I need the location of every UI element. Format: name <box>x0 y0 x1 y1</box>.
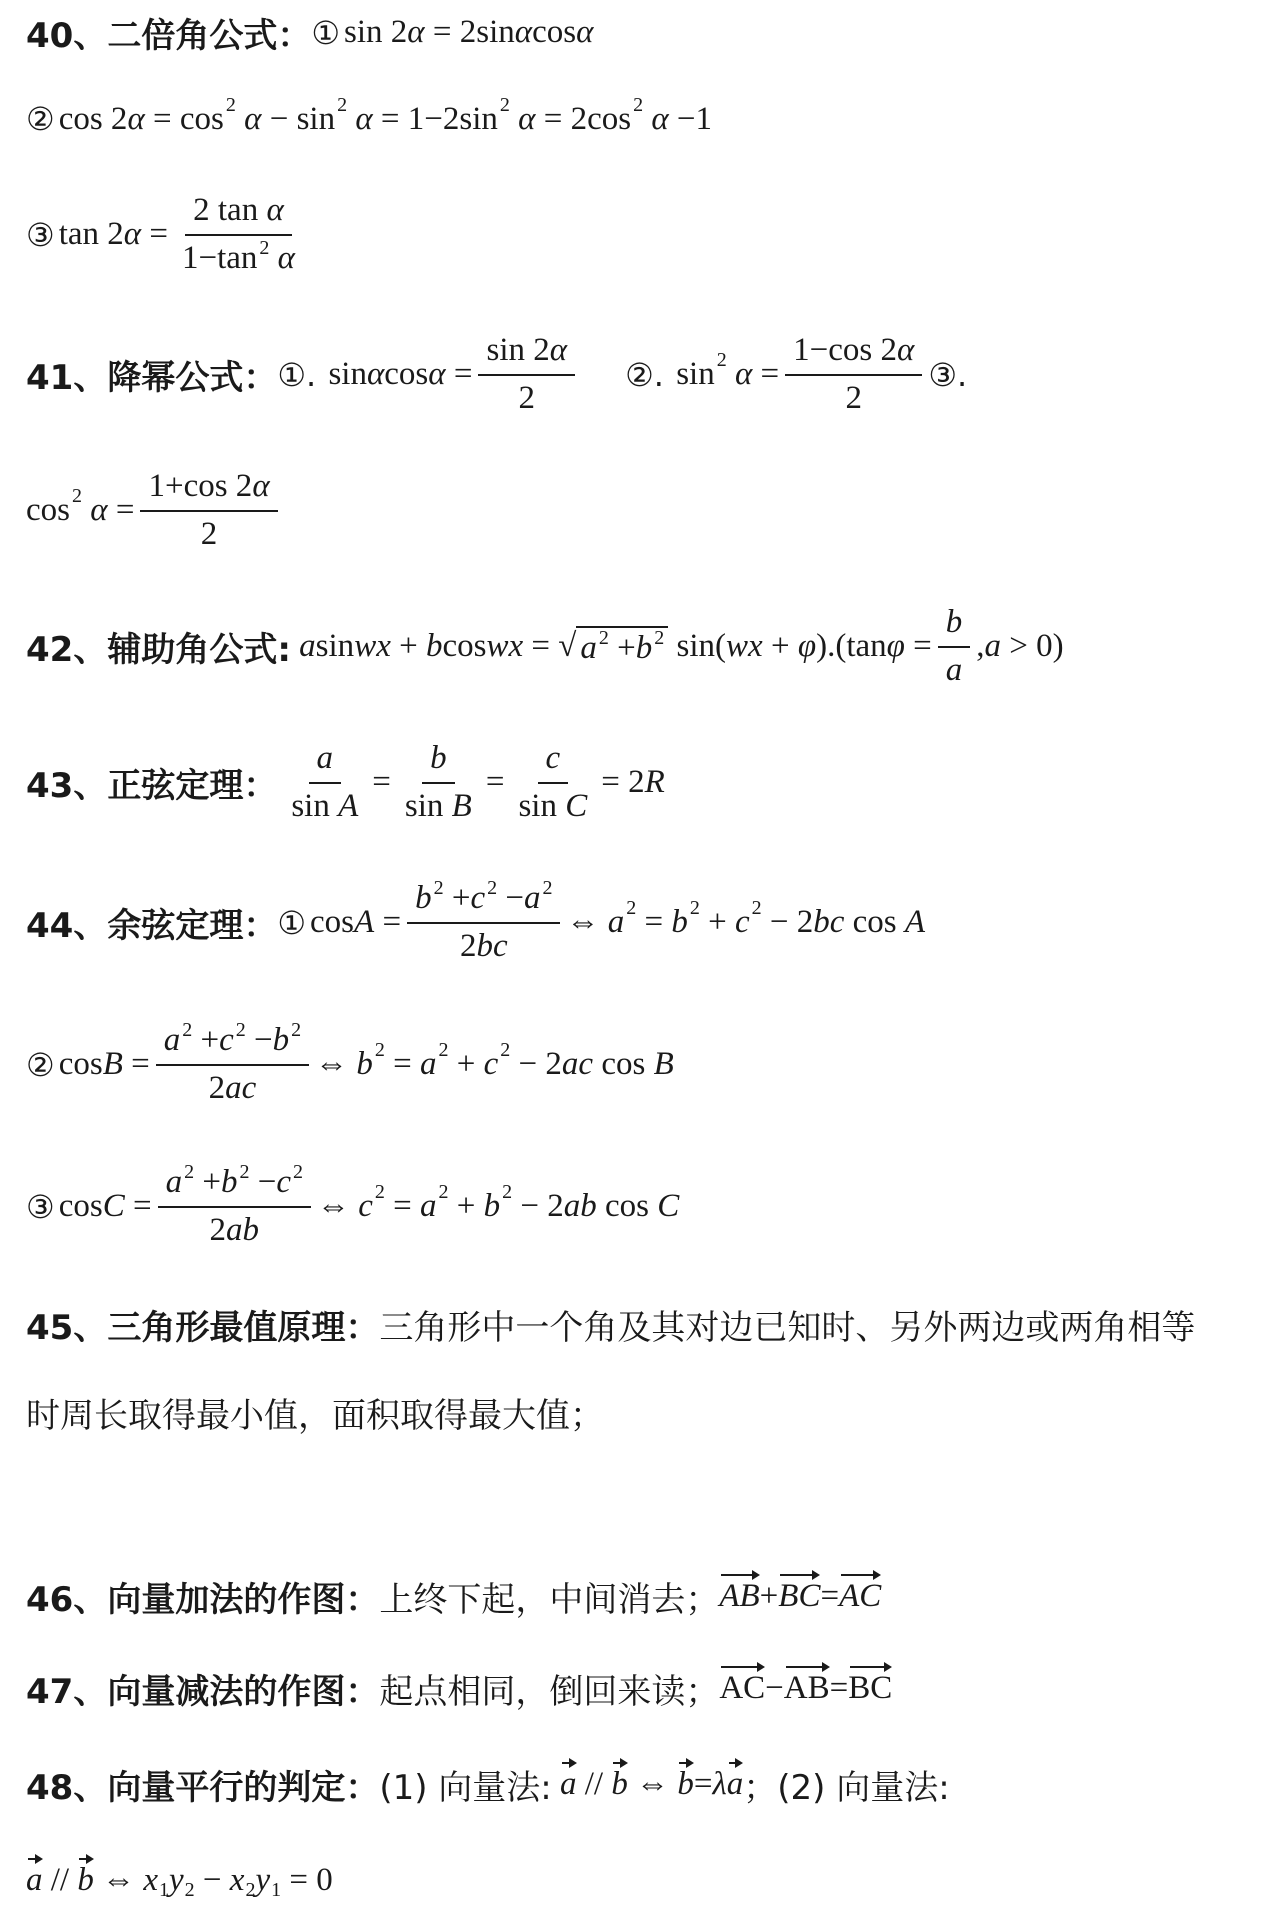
circle-number-3: ③ <box>26 215 55 254</box>
vector-parallel-formula-1: a // b ⇔ b = λ a <box>560 1766 744 1802</box>
item-48-method-1-label: (1) 向量法: <box>379 1768 552 1808</box>
double-angle-sin-formula: sin 2 α = 2sin α cos α <box>344 14 594 50</box>
item-48-heading: 48、向量平行的判定： <box>26 1768 380 1808</box>
law-of-cosines-c: cos C = $\frac{a ^2 +b ^2 -c ^2}{2ab}$ ⇔ c 2 = a 2 + b 2 − 2 ab cos C <box>58 1161 680 1248</box>
fraction: $\frac{a ^2 +c ^2 -b ^2}{2ac}$ <box>156 1022 309 1108</box>
item-44-part-2 <box>26 1019 1254 1108</box>
item-41-heading: 41、降幂公式： <box>26 358 278 399</box>
item-44 <box>26 877 1254 966</box>
item-41-part-3 <box>26 468 1254 554</box>
item-47-text: 起点相同，倒回来读； <box>379 1672 720 1712</box>
item-48-line-2 <box>26 1862 1254 1899</box>
power-reduction-sin: sin 2 α = $\frac{1-\cos 2\alpha}{2}$ <box>668 332 928 418</box>
item-45-text-line-1: 三角形中一个角及其对边已知时、另外两边或两角相等 <box>379 1308 1196 1348</box>
vector-parallel-formula-2: a // b ⇔ x 1 y 2 − x 2 y 1 = 0 <box>26 1862 333 1901</box>
fraction: $\frac{1+\cos 2\alpha}{2}$ <box>140 468 277 554</box>
item-44-heading: 44、余弦定理： <box>26 906 278 947</box>
item-47-heading: 47、向量减法的作图： <box>26 1672 380 1712</box>
item-41 <box>26 332 1254 418</box>
item-42 <box>26 604 1254 690</box>
item-42-heading: 42、辅助角公式: <box>26 630 291 671</box>
item-44-part-3 <box>26 1161 1254 1250</box>
item-43 <box>26 740 1254 826</box>
circle-number-2: ② <box>26 100 55 138</box>
item-46-text: 上终下起，中间消去； <box>379 1580 720 1620</box>
circle-number-2: ② <box>26 1045 55 1084</box>
law-of-sines: $\frac{a}{\text{sin A}}$ = $\frac{b}{\text{sin B}}$ = $\frac{c}{\text{sin C}}$ = 2 R <box>277 740 664 826</box>
fraction: $\frac{b ^2 +c ^2 -a ^2}{2bc}$ <box>407 880 560 966</box>
circle-number-1: ①. <box>277 355 317 394</box>
circle-number-1: ① <box>277 903 307 942</box>
item-40-part-2 <box>26 93 1254 138</box>
item-43-heading: 43、正弦定理： <box>26 766 278 807</box>
item-46 <box>26 1572 1254 1621</box>
double-angle-cos-formula: cos 2 α = cos 2 α − sin 2 α = 1−2sin 2 α = 2cos 2 α −1 <box>58 93 713 137</box>
circle-number-2: ②. <box>625 355 664 394</box>
circle-number-1: ① <box>311 13 341 52</box>
fraction: $\frac{b}{\text{sin B}}$ <box>404 740 472 824</box>
item-46-heading: 46、向量加法的作图： <box>26 1580 380 1620</box>
square-root: √ a $^2$ +b $^2$ <box>558 626 668 667</box>
item-40 <box>26 8 1254 57</box>
item-45 <box>26 1300 1254 1349</box>
item-48-method-2-label: (2) 向量法: <box>777 1768 950 1808</box>
double-angle-tan-formula: tan 2 α = $\frac{\text{2 tan α}}{1-\tan ^2 \alpha}$ <box>59 192 309 278</box>
item-45-text-line-2: 时周长取得最小值，面积取得最大值； <box>26 1396 604 1436</box>
circle-number-3: ③ <box>26 1187 55 1226</box>
item-45-heading: 45、三角形最值原理： <box>26 1308 380 1348</box>
fraction: $\frac{a ^2 +b ^2 -c ^2}{2ab}$ <box>158 1164 311 1250</box>
fraction: $\frac{b}{a}$ <box>938 604 971 690</box>
fraction: $\frac{\text{2 tan α}}{1-\tan ^2 \alpha}$ <box>181 192 295 276</box>
item-40-heading: 40、二倍角公式： <box>26 16 312 56</box>
circle-number-3: ③. <box>928 355 968 394</box>
power-reduction-sincos: sin α cos α = $\frac{\sin 2\alpha}{2}$ <box>320 332 581 418</box>
fraction: $\frac{c}{\text{sin C}}$ <box>518 740 588 824</box>
item-40-part-3 <box>26 192 1254 278</box>
item-48 <box>26 1760 1254 1809</box>
fraction: $\frac{1-\cos 2\alpha}{2}$ <box>785 332 922 418</box>
item-47 <box>26 1664 1254 1713</box>
law-of-cosines-b: cos B = $\frac{a ^2 +c ^2 -b ^2}{2ac}$ ⇔ b 2 = a 2 + c 2 − 2 ac cos B <box>58 1019 674 1106</box>
law-of-cosines-a: cos A = $\frac{b ^2 +c ^2 -a ^2}{2bc}$ ⇔ a 2 = b 2 + c 2 − 2 bc cos A <box>310 877 926 964</box>
item-45-line-2 <box>26 1388 1254 1437</box>
vector-subtraction-formula: AC − AB = BC <box>719 1670 893 1706</box>
item-48-separator: ； <box>743 1768 778 1808</box>
auxiliary-angle-formula: a sin wx + b cos wx = √ a $^2$ +b $^2$ sin( wx + φ ).(tan φ = $\frac{b}{a}$ , a > 0) <box>299 604 1064 688</box>
power-reduction-cos: cos 2 α = $\frac{1+\cos 2\alpha}{2}$ <box>26 468 284 554</box>
fraction: $\frac{a}{\text{sin A}}$ <box>291 740 359 824</box>
fraction: $\frac{\sin 2\alpha}{2}$ <box>478 332 575 418</box>
vector-addition-formula: AB + BC = AC <box>719 1578 882 1614</box>
